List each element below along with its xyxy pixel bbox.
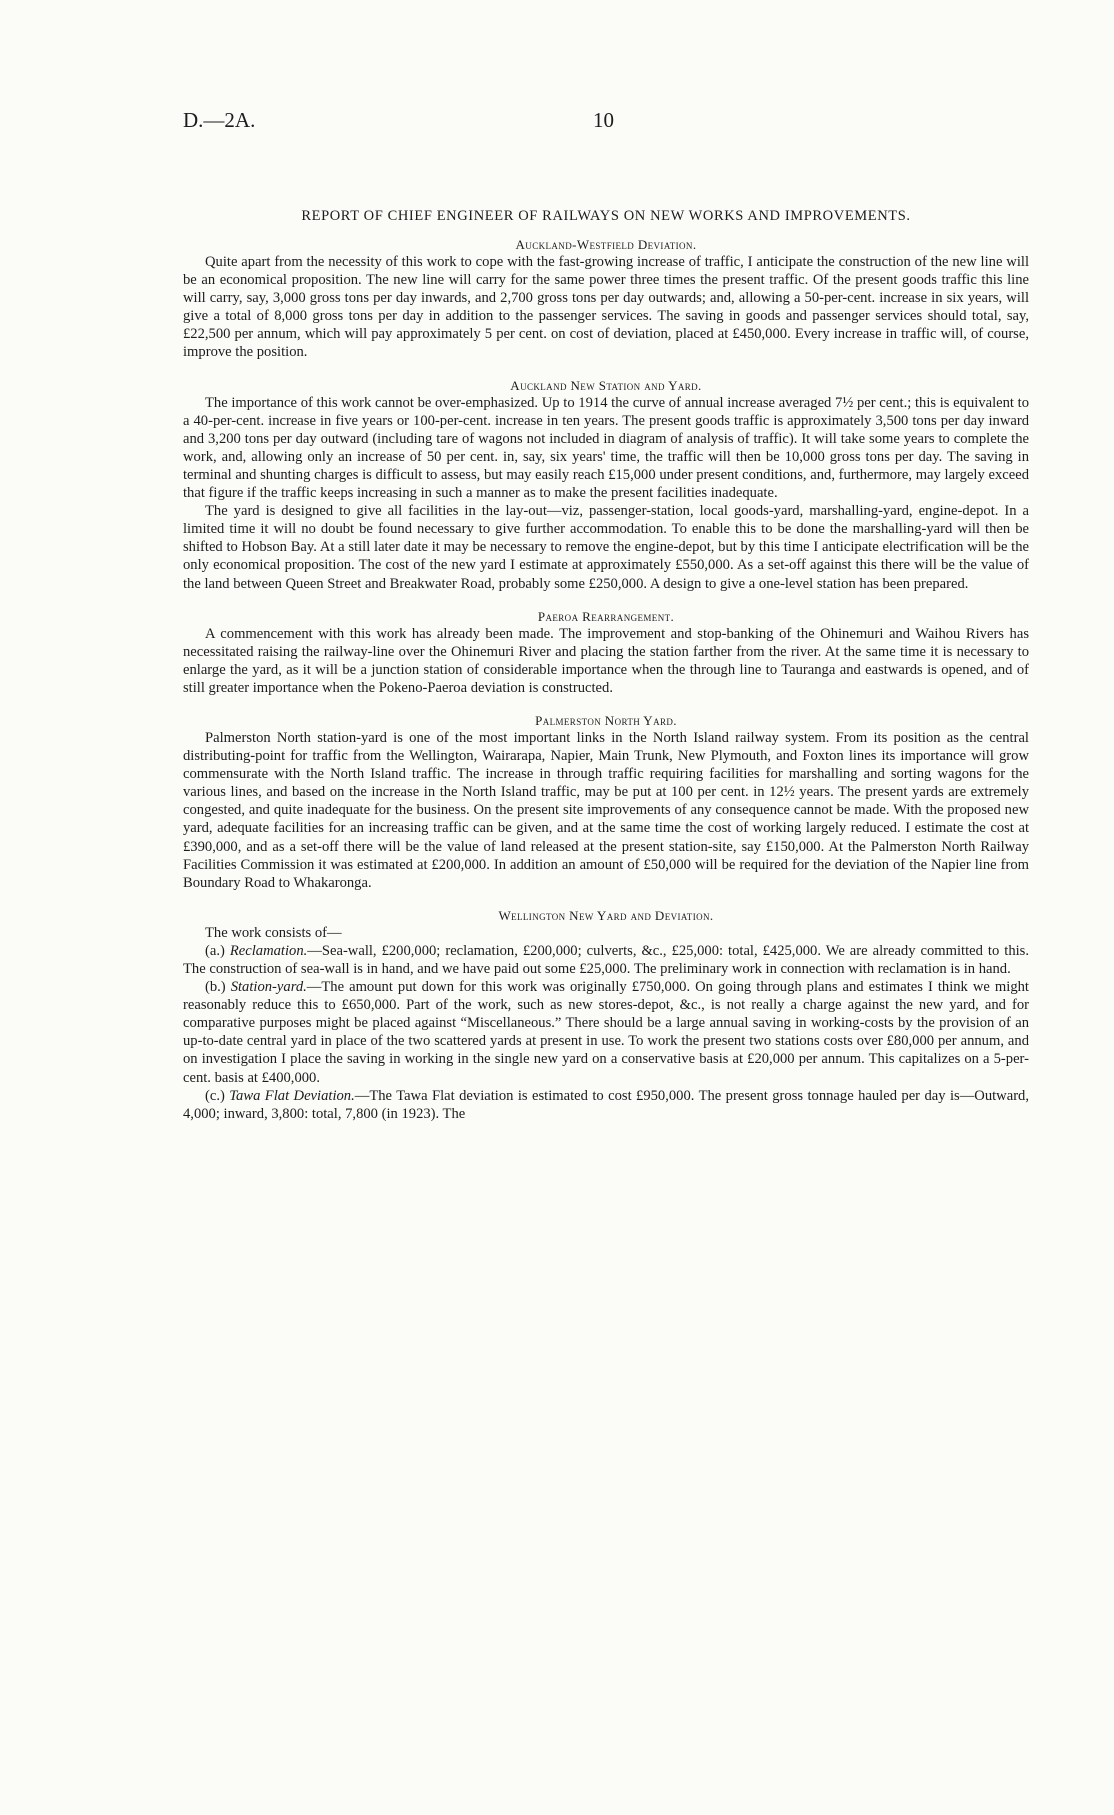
paragraph: A commencement with this work has already been made. The improvement and stop-banking of the Ohinemuri and Waihou Rivers has necessitated raising the railway-line over the Ohinemuri River and placing the station farther from the river. At the same time it is necessary to enlarge the yard, as it will be a junction station of considerable importance when the through line to Tauranga and eastwards is opened, and of still greater importance when the Pokeno-Paeroa deviation is constructed. [183, 625, 1029, 696]
item-text: —Sea-wall, £200,000; reclamation, £200,000; culverts, &c., £25,000: total, £425,000. We are already committed to this. The construction of sea-wall is in hand, and we have paid out some £25,000. The preliminary work in connection with reclamation is in hand. [183, 942, 1029, 977]
paragraph: The work consists of— [205, 924, 342, 941]
section-auckland-new-station [183, 378, 1029, 593]
item-label: (b.) [205, 979, 226, 996]
section-heading: Auckland-Westfield Deviation. [515, 237, 697, 252]
item-label: (c.) [205, 1087, 225, 1104]
list-item-tawa-flat [183, 1087, 1029, 1123]
page-body [183, 208, 1029, 1123]
paragraph: Quite apart from the necessity of this work to cope with the fast-growing increase of traffic, I anticipate the construction of the new line will be an economical proposition. The new line will carry for the same power three times the present traffic. Of the present goods traffic this line will carry, say, 3,000 gross tons per day inwards, and 2,700 gross tons per day outwards; and, allowing a 50-per-cent. increase in six years, will give a total of 8,000 gross tons per day in addition to the passenger services. The saving in goods and passenger services should total, say, £22,500 per annum, which will pay approximately 5 per cent. on cost of deviation, placed at £450,000. Every increase in traffic will, of course, improve the position. [183, 254, 1029, 361]
item-label: (a.) [205, 942, 225, 959]
item-text: —The Tawa Flat deviation is estimated to cost £950,000. The present gross tonnage hauled per day is—Outward, 4,000; inward, 3,800: total, 7,800 (in 1923). The [183, 1087, 1029, 1122]
page-number: 10 [593, 108, 614, 132]
item-title: Tawa Flat Deviation. [229, 1087, 355, 1104]
section-auckland-westfield-deviation [183, 237, 1029, 362]
section-heading: Wellington New Yard and Deviation. [498, 907, 714, 923]
section-heading: Palmerston North Yard. [535, 712, 677, 728]
item-text: —The amount put down for this work was originally £750,000. On going through plans and estimates I think we might reasonably reduce this to £650,000. Part of the work, such as new stores-depot, &c., is not really a charge against the new yard, and for comparative purposes might be placed against “Miscellaneous.” There should be a large annual saving in working-costs by the provision of an up-to-date central yard in place of the two scattered yards at present in use. To work the present two stations costs over £80,000 per annum, and on investigation I place the saving in working in the single new yard on a conservative basis at £20,000 per annum. This capitalizes on a 5-per-cent. basis at £400,000. [183, 979, 1029, 1086]
paragraph: The yard is designed to give all facilities in the lay-out—viz, passenger-station, local goods-yard, marshalling-yard, engine-depot. In a limited time it will no doubt be found necessary to give further accommodation. To enable this to be done the marshalling-yard will then be shifted to Hobson Bay. At a still later date it may be necessary to remove the engine-depot, but by this time I anticipate electrification will be the only economical proposition. The cost of the new yard I estimate at approximately £550,000. As a set-off against this there will be the value of the land between Queen Street and Breakwater Road, probably some £250,000. A design to give a one-level station has been prepared. [183, 503, 1029, 592]
report-title: REPORT OF CHIEF ENGINEER OF RAILWAYS ON NEW WORKS AND IMPROVEMENTS. [301, 208, 911, 224]
section-heading: Paeroa Rearrangement. [537, 608, 675, 624]
list-item-station-yard [183, 978, 1029, 1087]
item-title: Station-yard. [230, 979, 307, 996]
section-heading: Auckland New Station and Yard. [510, 377, 702, 393]
paragraph: The importance of this work cannot be over-emphasized. Up to 1914 the curve of annual increase averaged 7½ per cent.; this is equivalent to a 40-per-cent. increase in five years or 100-per-cent. increase in ten years. The present goods traffic is approximately 3,500 tons per day inward and 3,200 tons per day outward (including tare of wagons not included in diagram of analysis of traffic). It will take some years to complete the work, and, allowing only an increase of 50 per cent. in, say, six years' time, the traffic will then be 10,000 gross tons per day. The saving in terminal and shunting charges is difficult to assess, but may easily reach £15,000 under present conditions, and, furthermore, may largely exceed that figure if the traffic keeps increasing in such a manner as to make the present facilities inadequate. [183, 394, 1029, 502]
section-paeroa-rearrangement [183, 609, 1029, 697]
page-header [183, 108, 1033, 138]
item-title: Reclamation. [229, 942, 308, 959]
list-item-reclamation [183, 942, 1029, 978]
document-reference: D.—2A. [183, 108, 256, 132]
paragraph: Palmerston North station-yard is one of the most important links in the North Island railway system. From its position as the central distributing-point for traffic from the Wellington, Wairarapa, Napier, Main Trunk, New Plymouth, and Foxton lines its importance will grow commensurate with the North Island traffic. The increase in through traffic requiring facilities for marshalling and sorting wagons for the various lines, and based on the increase in the North Island traffic, may be put at 100 per cent. in 12½ years. The present yards are extremely congested, and quite inadequate for the business. On the present site improvements of any consequence cannot be made. With the proposed new yard, adequate facilities for an increasing traffic can be given, and at the same time the cost of working largely reduced. I estimate the cost at £390,000, and as a set-off there will be the value of land released at the present station-site, say £150,000. At the Palmerston North Railway Facilities Commission it was estimated at £200,000. In addition an amount of £50,000 will be required for the deviation of the Napier line from Boundary Road to Whakaronga. [183, 729, 1029, 891]
section-palmerston-north-yard [183, 713, 1029, 892]
section-wellington-new-yard [183, 908, 1029, 1123]
